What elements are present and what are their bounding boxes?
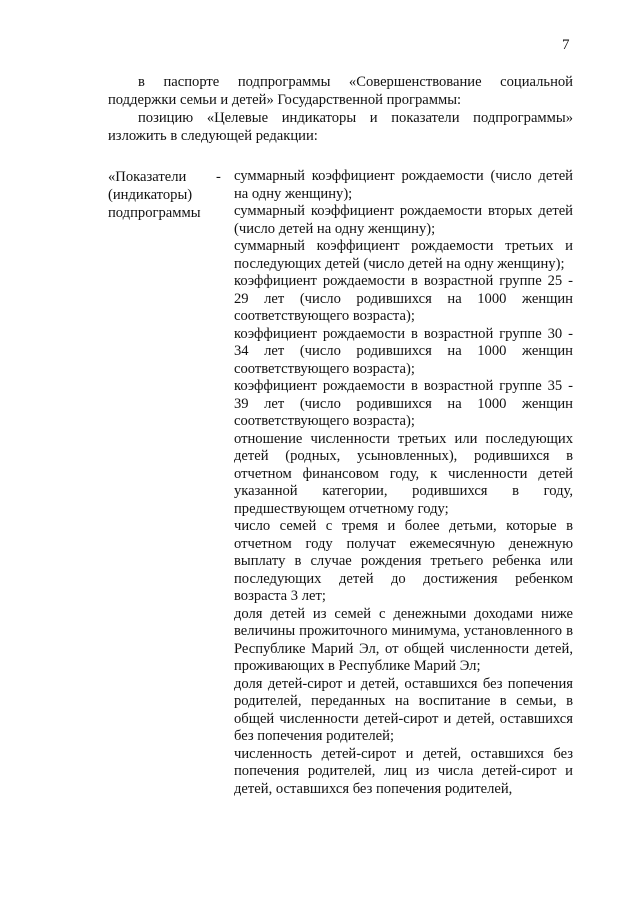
indicators-label <box>108 168 208 222</box>
indicator-item: суммарный коэффициент рождаемости третьих и последующих детей (число детей на одну женщину); <box>234 238 573 272</box>
indicator-item: коэффициент рождаемости в возрастной группе 35 - 39 лет (число родившихся на 1000 женщин соответствующего возраста); <box>234 378 573 429</box>
amendment-intro <box>108 73 573 145</box>
indicator-item: число семей с тремя и более детьми, которые в отчетном году получат ежемесячную денежную выплату в случае рождения третьего ребенка или последующих детей до достижения ребенком возраста 3 лет; <box>234 518 573 604</box>
indicators-list <box>234 168 573 798</box>
indicator-item: отношение численности третьих или последующих детей (родных, усыновленных), родившихся в отчетном финансовом году, к численности детей указанной категории, родившихся в году, предшествующем отчетному году; <box>234 430 573 517</box>
indicator-item: доля детей-сирот и детей, оставшихся без попечения родителей, переданных на воспитание в семьи, в общей численности детей-сирот и детей, оставшихся без попечения родителей; <box>234 675 573 744</box>
intro-paragraph-2: позицию «Целевые индикаторы и показатели подпрограммы» изложить в следующей редакции: <box>108 110 573 144</box>
intro-paragraph-1: в паспорте подпрограммы «Совершенствование социальной поддержки семьи и детей» Государственной программы: <box>108 74 573 108</box>
indicator-item: коэффициент рождаемости в возрастной группе 30 - 34 лет (число родившихся на 1000 женщин соответствующего возраста); <box>234 325 573 377</box>
label-line-3: подпрограммы <box>108 205 201 221</box>
label-line-1: «Показатели <box>108 169 187 185</box>
indicator-item: численность детей-сирот и детей, оставшихся без попечения родителей, лиц из числа детей-сирот и детей, оставшихся без попечения родителей, <box>234 745 573 797</box>
indicator-item: коэффициент рождаемости в возрастной группе 25 - 29 лет (число родившихся на 1000 женщин соответствующего возраста); <box>234 273 573 324</box>
indicator-item: суммарный коэффициент рождаемости вторых детей (число детей на одну женщину); <box>234 203 573 237</box>
indicator-item: суммарный коэффициент рождаемости (число детей на одну женщину); <box>234 168 573 202</box>
indicator-item: доля детей из семей с денежными доходами ниже величины прожиточного минимума, установленного в Республике Марий Эл, от общей численности детей, проживающих в Республике Марий Эл; <box>234 605 573 674</box>
page-number: 7 <box>562 37 570 53</box>
separator-dash: - <box>216 169 221 185</box>
label-line-2: (индикаторы) <box>108 187 193 203</box>
